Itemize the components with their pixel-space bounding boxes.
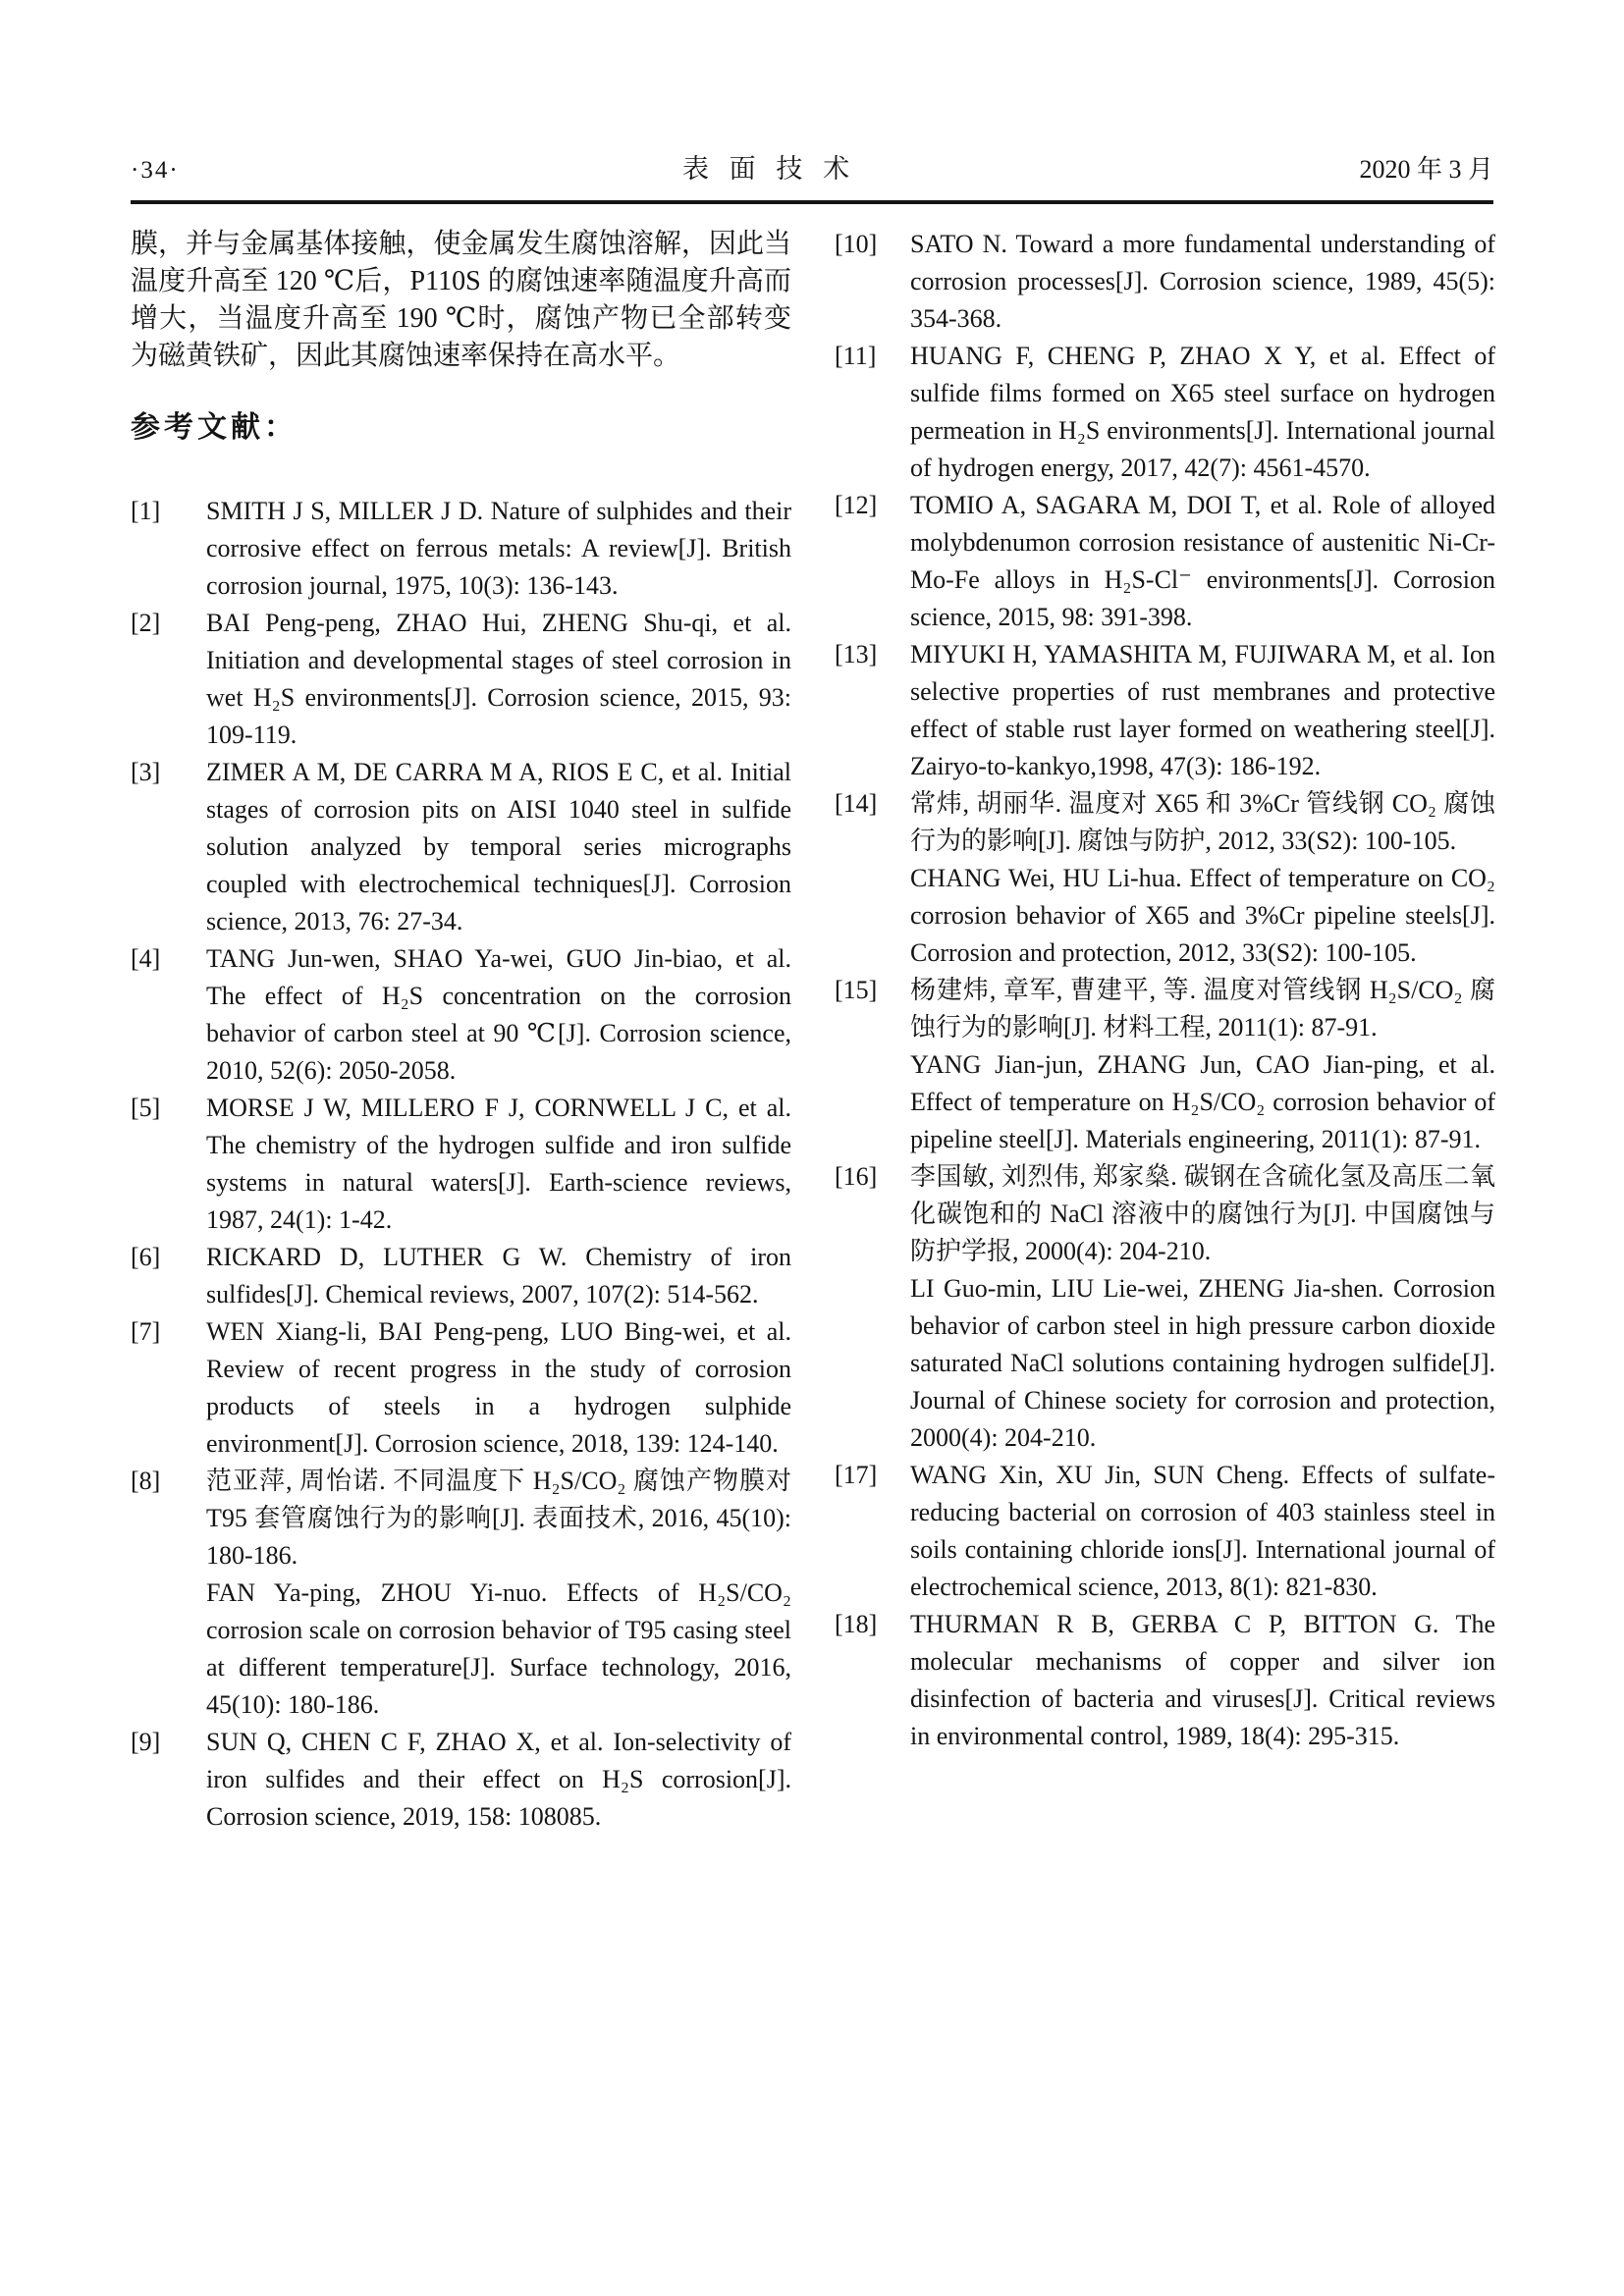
reference-number: [3] xyxy=(131,758,161,786)
reference-body xyxy=(206,1724,791,1836)
reference-text: 杨建炜, 章军, 曹建平, 等. 温度对管线钢 H₂S/CO₂ 腐蚀行为的影响[J]. 材料工程, 2011(1): 87-91. xyxy=(910,976,1495,1041)
reference-text: TOMIO A, SAGARA M, DOI T, et al. Role of alloyed molybdenumon corrosion resistance of austenitic Ni-Cr-Mo-Fe alloys in H₂S-Cl⁻ environments[J]. Corrosion science, 2015, 98: 391-398. xyxy=(910,491,1495,631)
reference-body xyxy=(206,605,791,754)
reference-text: 李国敏, 刘烈伟, 郑家燊. 碳钢在含硫化氢及高压二氧化碳饱和的 NaCl 溶液中的腐蚀行为[J]. 中国腐蚀与防护学报, 2000(4): 204-210. xyxy=(910,1162,1495,1265)
header-rule xyxy=(131,200,1493,204)
reference-text: WEN Xiang-li, BAI Peng-peng, LUO Bing-wei, et al. Review of recent progress in the study of corrosion products of steels in a hydrogen sulphide environment[J]. Corrosion science, 2018, 139: 124-140. xyxy=(206,1317,791,1458)
reference-item xyxy=(835,636,1495,785)
reference-number: [4] xyxy=(131,944,161,973)
journal-title: 表 面 技 术 xyxy=(681,154,857,184)
reference-text: WANG Xin, XU Jin, SUN Cheng. Effects of sulfate-reducing bacterial on corrosion of 403 stainless steel in soils containing chloride ions[J]. International journal of electrochemical science, 2013, 8(1): 821-830. xyxy=(910,1461,1495,1601)
reference-number: [14] xyxy=(835,789,878,818)
reference-item xyxy=(835,487,1495,636)
reference-text: HUANG F, CHENG P, ZHAO X Y, et al. Effect of sulfide films formed on X65 steel surface on hydrogen permeation in H₂S environments[J]. International journal of hydrogen energy, 2017, 42(7): 4561-4570. xyxy=(910,342,1495,482)
reference-number: [9] xyxy=(131,1728,161,1756)
reference-text: SATO N. Toward a more fundamental understanding of corrosion processes[J]. Corrosion science, 1989, 45(5): 354-368. xyxy=(910,230,1495,333)
reference-number: [1] xyxy=(131,497,161,525)
reference-item xyxy=(131,940,791,1090)
reference-translation: FAN Ya-ping, ZHOU Yi-nuo. Effects of H₂S/CO₂ corrosion scale on corrosion behavior of T95 casing steel at different temperature[J]. Surface technology, 2016, 45(10): 180-186. xyxy=(206,1578,791,1719)
references-heading: 参考文献： xyxy=(131,411,298,444)
reference-number: [18] xyxy=(835,1610,878,1638)
reference-number: [6] xyxy=(131,1243,161,1271)
reference-item xyxy=(131,1724,791,1836)
reference-body xyxy=(206,1463,791,1724)
reference-text: 范亚萍, 周怡诺. 不同温度下 H₂S/CO₂ 腐蚀产物膜对 T95 套管腐蚀行为的影响[J]. 表面技术, 2016, 45(10): 180-186. xyxy=(206,1467,791,1570)
intro-paragraph: 膜，并与金属基体接触，使金属发生腐蚀溶解，因此当温度升高至 120 ℃后，P110S 的腐蚀速率随温度升高而增大，当温度升高至 190 ℃时，腐蚀产物已全部转变为磁黄铁矿，因此其腐蚀速率保持在高水平。 xyxy=(131,229,791,371)
right-column xyxy=(835,226,1495,1836)
reference-number: [12] xyxy=(835,491,878,519)
reference-item xyxy=(131,754,791,940)
reference-item xyxy=(131,1090,791,1239)
reference-item xyxy=(835,1606,1495,1755)
reference-number: [10] xyxy=(835,230,878,258)
reference-text: THURMAN R B, GERBA C P, BITTON G. The molecular mechanisms of copper and silver ion disinfection of bacteria and viruses[J]. Critical reviews in environmental control, 1989, 18(4): 295-315. xyxy=(910,1610,1495,1750)
reference-item xyxy=(131,493,791,605)
reference-translation: LI Guo-min, LIU Lie-wei, ZHENG Jia-shen. Corrosion behavior of carbon steel in high pressure carbon dioxide saturated NaCl solutions containing hydrogen sulfide[J]. Journal of Chinese society for corrosion and protection, 2000(4): 204-210. xyxy=(910,1274,1495,1452)
reference-text: ZIMER A M, DE CARRA M A, RIOS E C, et al. Initial stages of corrosion pits on AISI 1040 steel in sulfide solution analyzed by temporal series micrographs coupled with electrochemical techniques[J]. Corrosion science, 2013, 76: 27-34. xyxy=(206,758,791,935)
reference-text: MIYUKI H, YAMASHITA M, FUJIWARA M, et al. Ion selective properties of rust membranes and protective effect of stable rust layer formed on weathering steel[J]. Zairyo-to-kankyo,1998, 47(3): 186-192. xyxy=(910,640,1495,780)
reference-body xyxy=(910,972,1495,1158)
reference-number: [17] xyxy=(835,1461,878,1489)
two-column-body xyxy=(131,226,1495,1836)
reference-number: [7] xyxy=(131,1317,161,1346)
reference-body xyxy=(910,338,1495,487)
reference-text: RICKARD D, LUTHER G W. Chemistry of iron sulfides[J]. Chemical reviews, 2007, 107(2): 514-562. xyxy=(206,1243,791,1308)
reference-item xyxy=(835,226,1495,338)
reference-text: SUN Q, CHEN C F, ZHAO X, et al. Ion-selectivity of iron sulfides and their effect on H₂S corrosion[J]. Corrosion science, 2019, 158: 108085. xyxy=(206,1728,791,1831)
reference-item xyxy=(835,1158,1495,1457)
reference-body xyxy=(206,940,791,1090)
page-header xyxy=(131,147,1493,186)
reference-number: [13] xyxy=(835,640,878,668)
reference-text: 常炜, 胡丽华. 温度对 X65 和 3%Cr 管线钢 CO₂ 腐蚀行为的影响[J]. 腐蚀与防护, 2012, 33(S2): 100-105. xyxy=(910,789,1495,855)
reference-number: [8] xyxy=(131,1467,161,1495)
reference-item xyxy=(835,785,1495,972)
left-column xyxy=(131,226,791,1836)
reference-translation: CHANG Wei, HU Li-hua. Effect of temperature on CO₂ corrosion behavior of X65 and 3%Cr pipeline steels[J]. Corrosion and protection, 2012, 33(S2): 100-105. xyxy=(910,864,1495,967)
reference-body xyxy=(206,1090,791,1239)
reference-number: [16] xyxy=(835,1162,878,1191)
issue-date: 2020 年 3 月 xyxy=(1359,155,1493,184)
reference-body xyxy=(206,1239,791,1313)
reference-body xyxy=(910,785,1495,972)
reference-body xyxy=(206,754,791,940)
reference-translation: YANG Jian-jun, ZHANG Jun, CAO Jian-ping, et al. Effect of temperature on H₂S/CO₂ corrosion behavior of pipeline steel[J]. Materials engineering, 2011(1): 87-91. xyxy=(910,1050,1495,1153)
reference-body xyxy=(910,1158,1495,1457)
reference-body xyxy=(910,1606,1495,1755)
reference-body xyxy=(206,1313,791,1463)
reference-body xyxy=(206,493,791,605)
page-number: ·34· xyxy=(131,157,180,184)
reference-text: BAI Peng-peng, ZHAO Hui, ZHENG Shu-qi, et al. Initiation and developmental stages of steel corrosion in wet H₂S environments[J]. Corrosion science, 2015, 93: 109-119. xyxy=(206,609,791,749)
reference-number: [11] xyxy=(835,342,877,370)
reference-item xyxy=(131,605,791,754)
reference-item xyxy=(131,1313,791,1463)
reference-number: [2] xyxy=(131,609,161,637)
reference-number: [15] xyxy=(835,976,878,1004)
reference-item xyxy=(131,1463,791,1724)
reference-body xyxy=(910,226,1495,338)
reference-text: MORSE J W, MILLERO F J, CORNWELL J C, et al. The chemistry of the hydrogen sulfide and iron sulfide systems in natural waters[J]. Earth-science reviews, 1987, 24(1): 1-42. xyxy=(206,1094,791,1234)
reference-text: SMITH J S, MILLER J D. Nature of sulphides and their corrosive effect on ferrous metals: A review[J]. British corrosion journal, 1975, 10(3): 136-143. xyxy=(206,497,791,600)
reference-body xyxy=(910,636,1495,785)
reference-body xyxy=(910,487,1495,636)
reference-number: [5] xyxy=(131,1094,161,1122)
reference-text: TANG Jun-wen, SHAO Ya-wei, GUO Jin-biao, et al. The effect of H₂S concentration on the corrosion behavior of carbon steel at 90 ℃[J]. Corrosion science, 2010, 52(6): 2050-2058. xyxy=(206,944,791,1085)
reference-item xyxy=(835,338,1495,487)
reference-item xyxy=(835,972,1495,1158)
reference-item xyxy=(835,1457,1495,1606)
reference-item xyxy=(131,1239,791,1313)
reference-body xyxy=(910,1457,1495,1606)
